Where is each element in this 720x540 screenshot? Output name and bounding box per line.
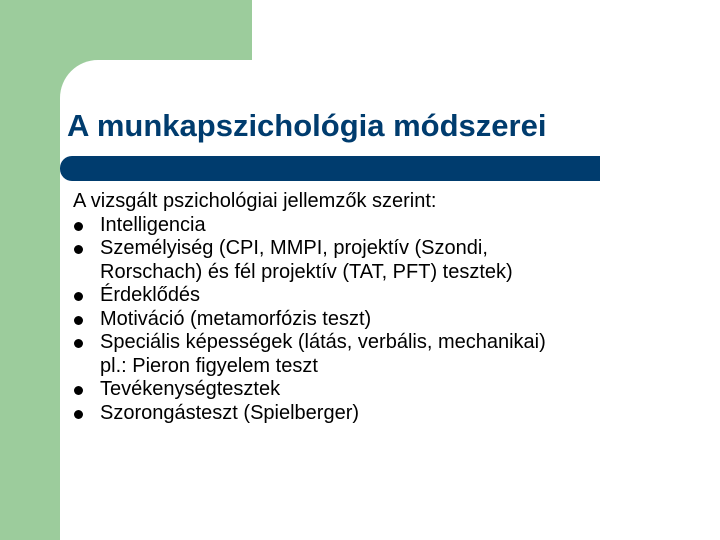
bullet-text: Személyiség (CPI, MMPI, projektív (Szondi, — [100, 237, 488, 259]
bullet-dot-icon — [74, 410, 83, 419]
bullet-list — [73, 214, 673, 426]
bullet-text: Tevékenységtesztek — [100, 378, 281, 400]
bullet-item-erdeklodes — [73, 284, 673, 308]
bullet-item-intelligencia — [73, 214, 673, 238]
bullet-dot-icon — [74, 339, 83, 348]
bullet-item-szemelyiseg — [73, 237, 673, 284]
bullet-item-szorongasteszt — [73, 402, 673, 426]
slide-body — [73, 190, 673, 425]
bullet-item-tevekenysegtesztek — [73, 378, 673, 402]
bullet-text: Speciális képességek (látás, verbális, mechanikai) — [100, 331, 546, 353]
bullet-dot-icon — [74, 386, 83, 395]
bullet-text-continuation: Rorschach) és fél projektív (TAT, PFT) tesztek) — [100, 260, 513, 283]
slide-title: A munkapszichológia módszerei — [67, 108, 547, 143]
bullet-text: Intelligencia — [100, 213, 206, 236]
bullet-dot-icon — [74, 316, 83, 325]
bullet-dot-icon — [74, 222, 83, 231]
bullet-text: Szorongásteszt (Spielberger) — [100, 401, 360, 424]
bullet-text: Motiváció (metamorfózis teszt) — [100, 307, 372, 330]
bullet-item-specialis-kepessegek — [73, 331, 673, 378]
title-underline-bar — [60, 156, 600, 181]
bullet-dot-icon — [74, 245, 83, 254]
bullet-item-motivacio — [73, 308, 673, 332]
bullet-text: Érdeklődés — [100, 284, 201, 306]
bullet-dot-icon — [74, 292, 83, 301]
intro-text: A vizsgált pszichológiai jellemzők szerint: — [73, 190, 437, 212]
bullet-text-continuation: pl.: Pieron figyelem teszt — [100, 354, 318, 377]
